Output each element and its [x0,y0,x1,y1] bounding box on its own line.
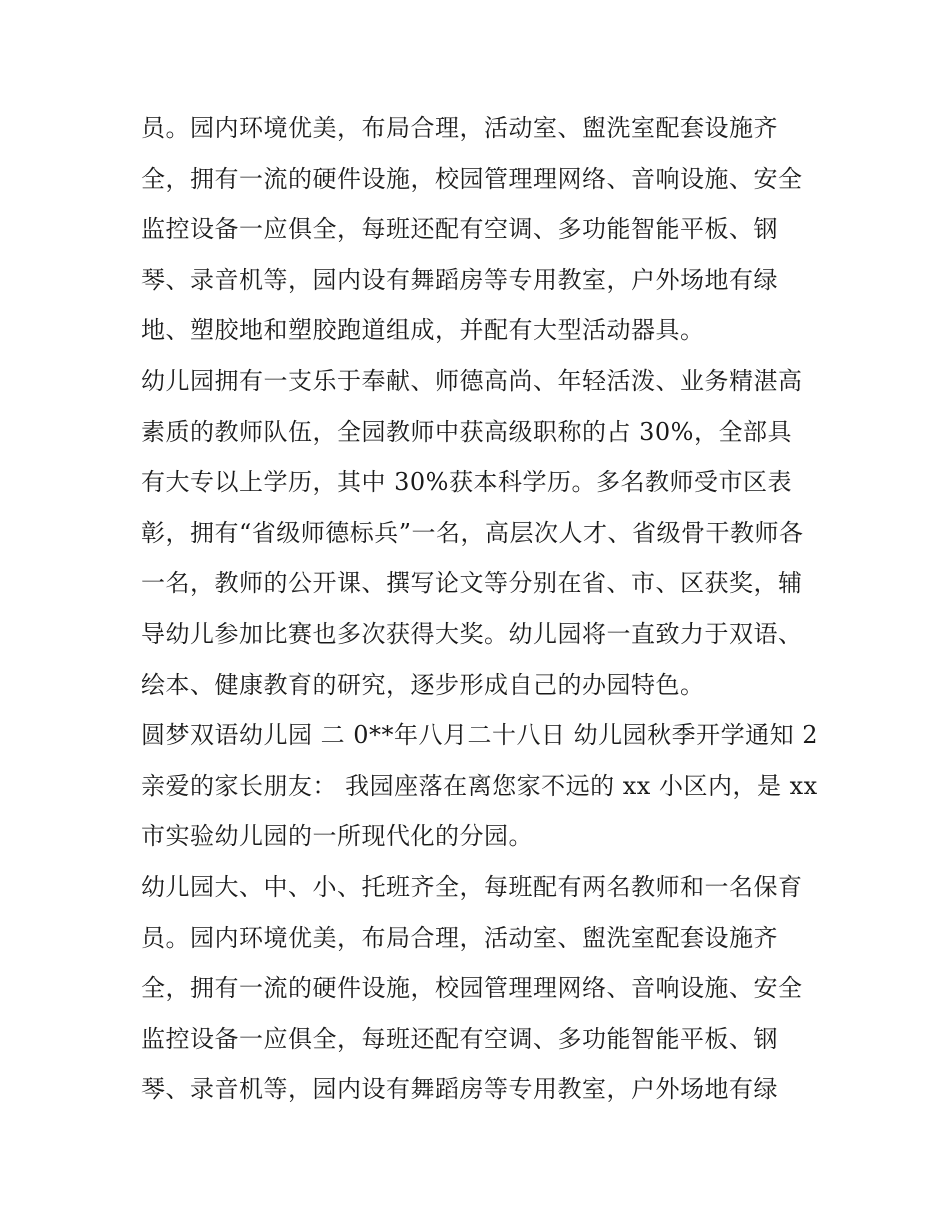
text-line: 琴、录音机等，园内设有舞蹈房等专用教室，户外场地有绿 [141,1075,778,1104]
text-line: 绘本、健康教育的研究，逐步形成自己的办园特色。 [141,670,705,699]
text-line: 一名，教师的公开课、撰写论文等分别在省、市、区获奖，辅 [141,569,803,598]
text-line: 员。园内环境优美，布局合理，活动室、盥洗室配套设施齐 [141,114,778,142]
text-line: 圆梦双语幼儿园 二 0**年八月二十八日 幼儿园秋季开学通知 2 [141,721,819,750]
text-line: 监控设备一应俱全，每班还配有空调、多功能智能平板、钢 [141,1024,778,1053]
text-line: 全，拥有一流的硬件设施，校园管理理网络、音响设施、安全 [141,164,803,193]
text-line: 亲爱的家长朋友： 我园座落在离您家不远的 xx 小区内，是 xx [141,771,818,800]
text-line: 琴、录音机等，园内设有舞蹈房等专用教室，户外场地有绿 [141,265,778,294]
text-line: 彰，拥有“省级师德标兵”一名，高层次人才、省级骨干教师各 [141,518,804,547]
text-line: 市实验幼儿园的一所现代化的分园。 [141,822,533,851]
text-line: 地、塑胶地和塑胶跑道组成，并配有大型活动器具。 [141,316,705,345]
text-line: 素质的教师队伍，全园教师中获高级职称的占 30%，全部具 [141,417,792,446]
text-line: 全，拥有一流的硬件设施，校园管理理网络、音响设施、安全 [141,974,803,1003]
text-line: 幼儿园大、中、小、托班齐全，每班配有两名教师和一名保育 [141,872,803,901]
text-line: 员。园内环境优美，布局合理，活动室、盥洗室配套设施齐 [141,923,778,952]
text-line: 幼儿园拥有一支乐于奉献、师德高尚、年轻活泼、业务精湛高 [141,366,803,395]
text-line: 有大专以上学历，其中 30%获本科学历。多名教师受市区表 [141,468,792,497]
text-line: 监控设备一应俱全，每班还配有空调、多功能智能平板、钢 [141,215,778,244]
text-line: 导幼儿参加比赛也多次获得大奖。幼儿园将一直致力于双语、 [141,619,803,648]
document-body [141,103,821,1115]
